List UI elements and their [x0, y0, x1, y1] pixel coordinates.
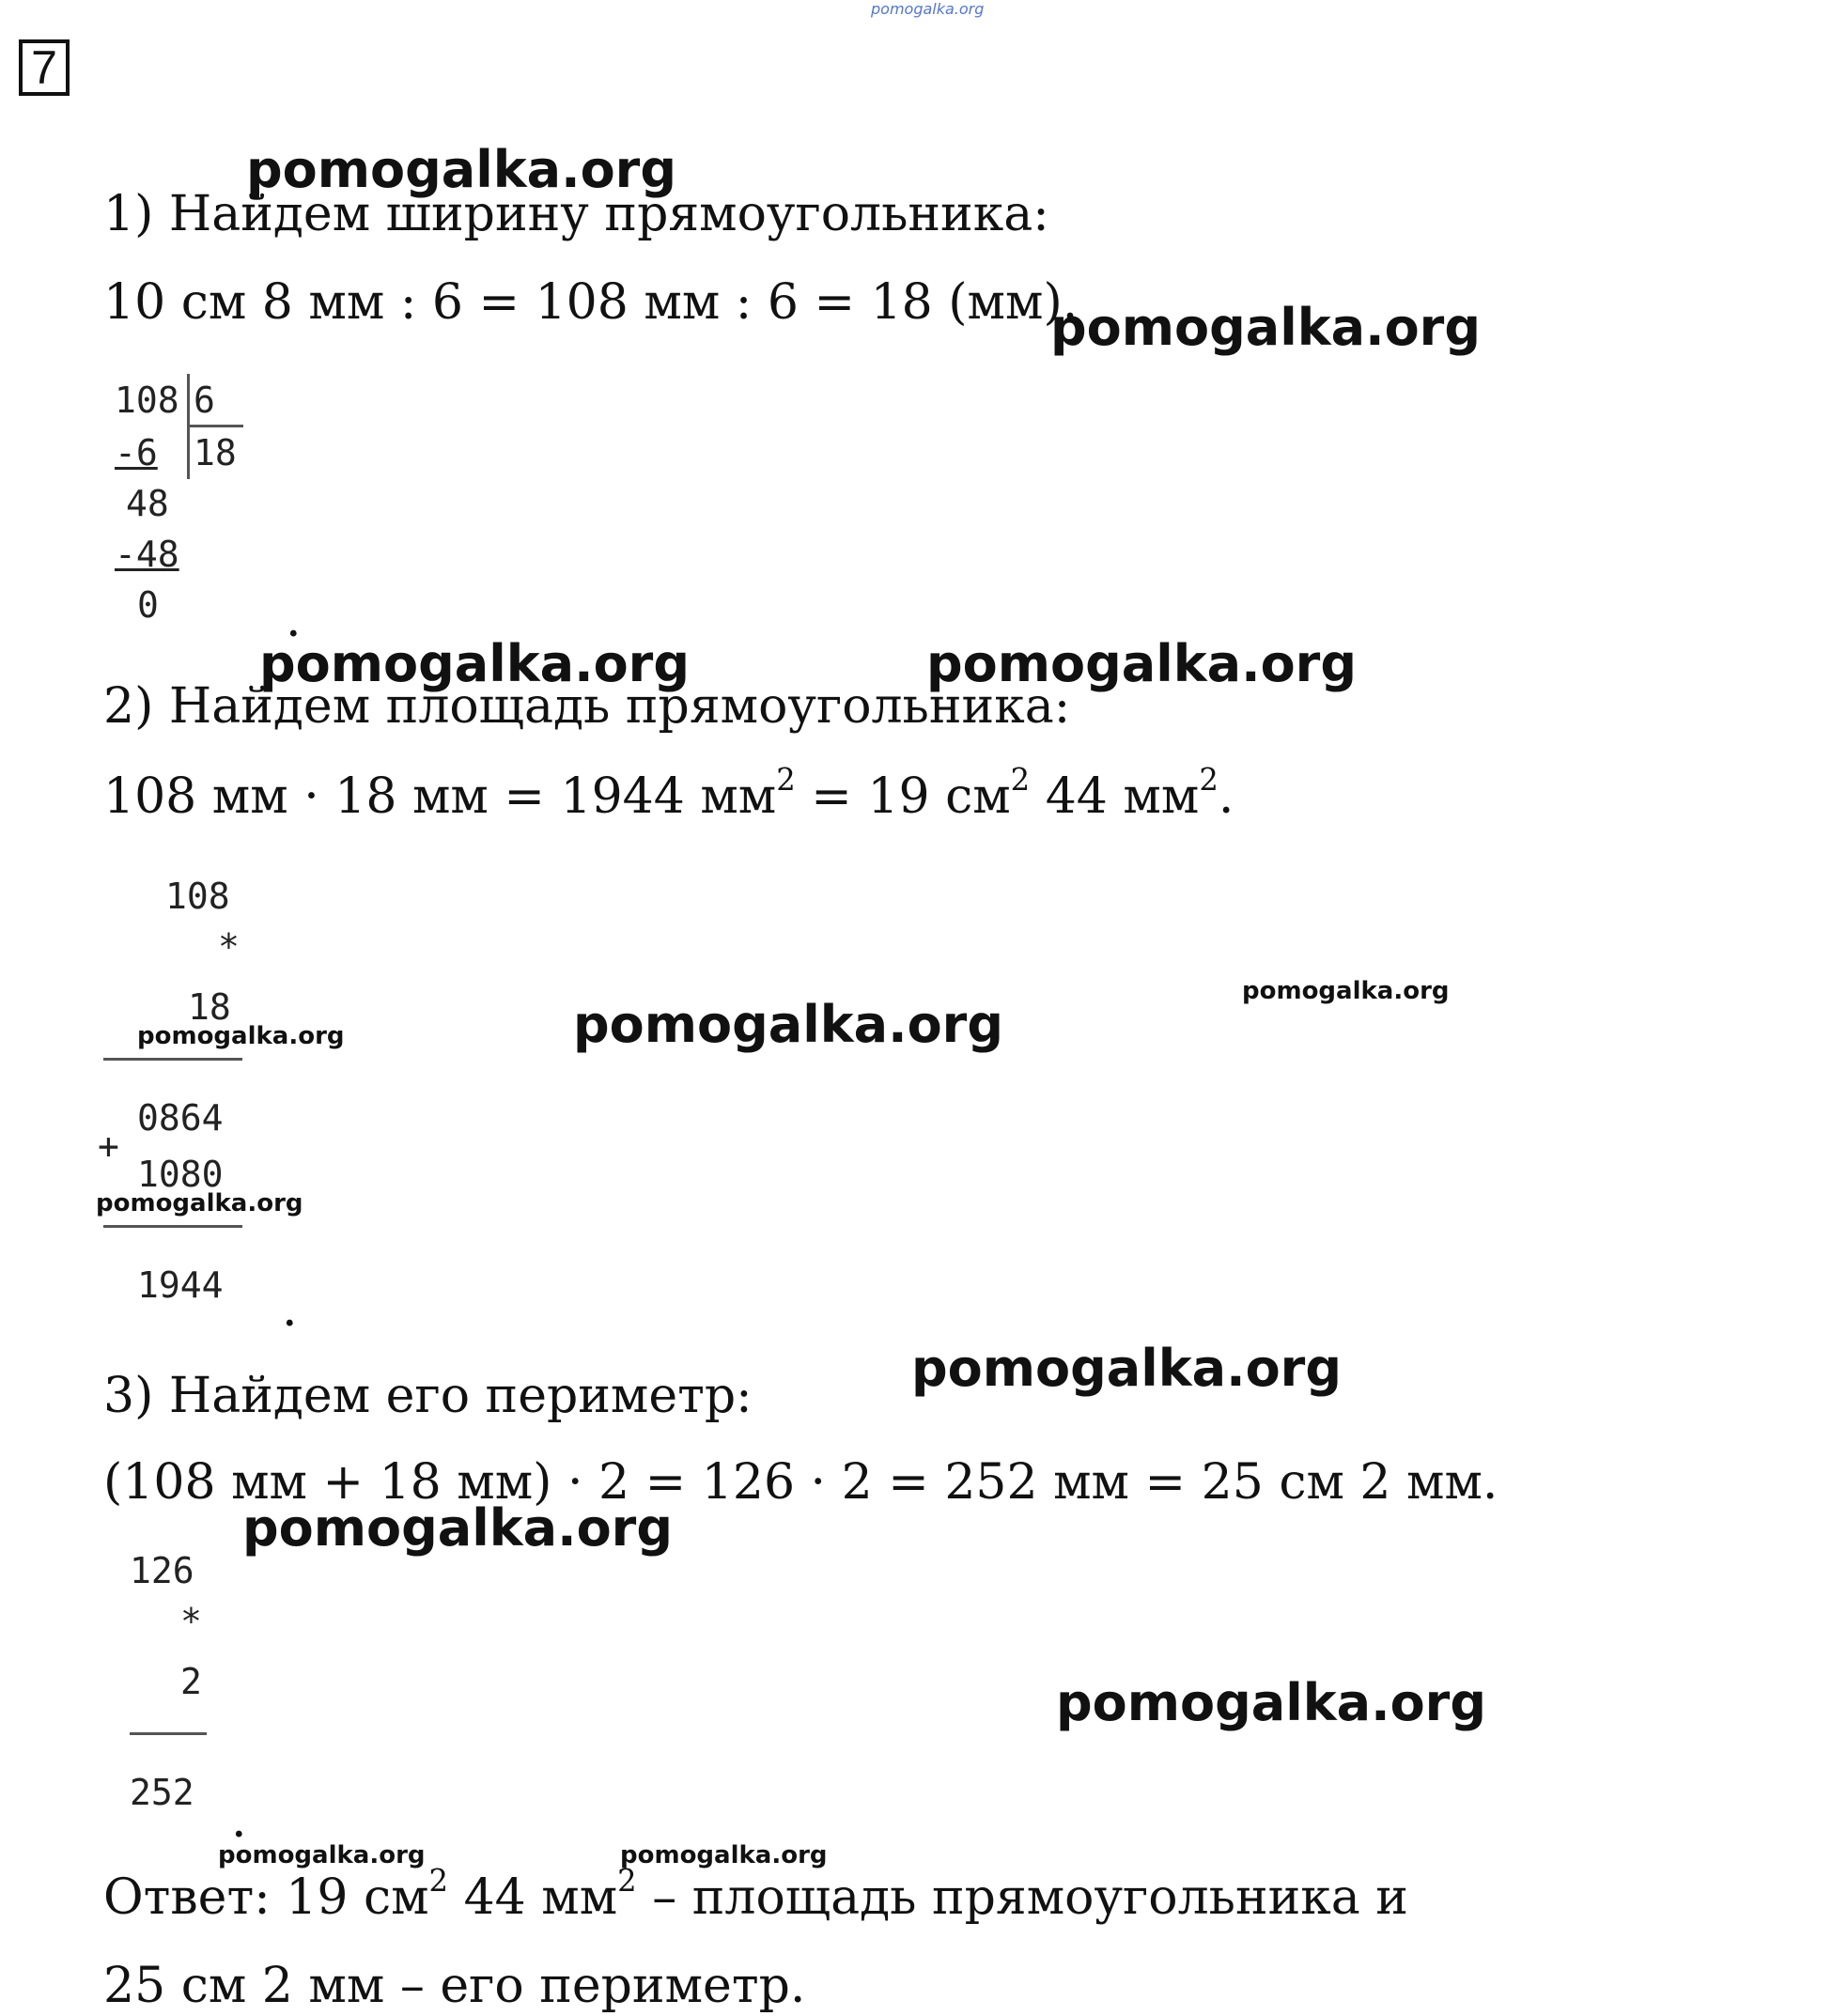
mult-partial-1: 0864 — [137, 1097, 224, 1139]
watermark[interactable]: pomogalka.org — [1050, 298, 1481, 357]
watermark[interactable]: pomogalka.org — [242, 1498, 673, 1558]
perim-line — [130, 1732, 207, 1735]
mult-partial-2: 1080 — [137, 1154, 224, 1195]
mult-operator: * — [218, 926, 240, 968]
watermark[interactable]: pomogalka.org — [573, 995, 1003, 1054]
perim-factor-b: 2 — [180, 1661, 202, 1702]
step3-period: . — [231, 1792, 247, 1849]
step1-period: . — [286, 592, 302, 648]
step3-title: 3) Найдем его периметр: — [103, 1368, 753, 1424]
step1-expression: 10 см 8 мм : 6 = 108 мм : 6 = 18 (мм). — [103, 274, 1079, 331]
answer-line-1: Ответ: 19 $см^2$ 44 $мм^2$ – площадь прямоугольника и — [103, 1862, 1408, 1926]
perim-factor-a: 126 — [130, 1550, 194, 1591]
watermark[interactable]: pomogalka.org — [1056, 1673, 1486, 1732]
step1-title: 1) Найдем ширину прямоугольника: — [103, 186, 1049, 242]
division-remainder-2: 0 — [137, 584, 159, 626]
division-remainder-1: 48 — [126, 483, 169, 524]
step3-expression: (108 мм + 18 мм) · 2 = 126 · 2 = 252 мм = 25 см 2 мм. — [103, 1454, 1498, 1511]
watermark[interactable]: pomogalka.org — [259, 634, 690, 693]
watermark[interactable]: pomogalka.org — [620, 1841, 828, 1869]
watermark[interactable]: pomogalka.org — [96, 1189, 303, 1217]
mult-result: 1944 — [137, 1264, 224, 1306]
answer-line-2: 25 см 2 мм – его периметр. — [103, 1958, 806, 2014]
division-dividend: 108 — [115, 380, 179, 421]
watermark[interactable]: pomogalka.org — [246, 140, 676, 199]
mult-plus-sign: + — [98, 1125, 119, 1167]
task-number-box: 7 — [19, 39, 70, 96]
division-subtract-1: -6 — [115, 432, 158, 473]
watermark[interactable]: pomogalka.org — [926, 634, 1357, 693]
division-divisor: 6 — [194, 380, 215, 421]
watermark[interactable]: pomogalka.org — [137, 1022, 345, 1050]
header-site-label[interactable]: pomogalka.org — [871, 0, 985, 18]
watermark[interactable]: pomogalka.org — [218, 1841, 426, 1869]
step2-period: . — [282, 1281, 298, 1338]
division-subtract-2: -48 — [115, 534, 179, 575]
step2-title: 2) Найдем площадь прямоугольника: — [103, 678, 1071, 735]
watermark[interactable]: pomogalka.org — [1242, 977, 1450, 1005]
step2-expression: 108 мм · 18 мм = 1944 $мм^2 = 19$ $см^2$ 44 $мм^2$. — [103, 761, 1234, 825]
mult-line-2 — [103, 1225, 242, 1228]
mult-factor-a: 108 — [165, 876, 230, 917]
mult-factor-b: 18 — [188, 986, 231, 1028]
mult-line-1 — [103, 1058, 242, 1061]
division-quotient: 18 — [194, 432, 237, 473]
division-horizontal-line — [187, 425, 243, 427]
perim-operator: * — [180, 1601, 202, 1642]
perim-result: 252 — [130, 1772, 194, 1813]
watermark[interactable]: pomogalka.org — [911, 1339, 1342, 1398]
